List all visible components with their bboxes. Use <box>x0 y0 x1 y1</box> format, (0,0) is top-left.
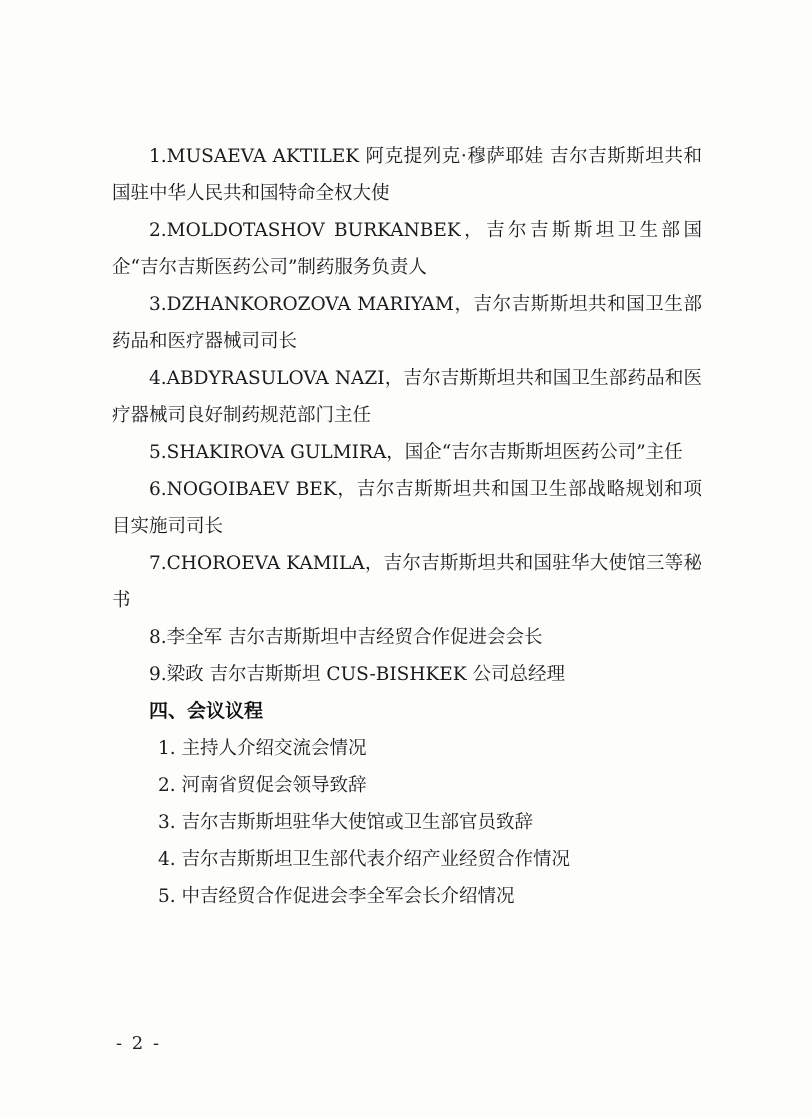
agenda-heading: 四、会议议程 <box>149 700 264 722</box>
participant-2: 2.MOLDOTASHOV BURKANBEK，吉尔吉斯斯坦卫生部国企“吉尔吉斯医药公司”制药服务负责人 <box>112 220 702 278</box>
agenda-item-4: 4. 吉尔吉斯斯坦卫生部代表介绍产业经贸合作情况 <box>158 849 571 870</box>
agenda-item-3: 3. 吉尔吉斯斯坦驻华大使馆或卫生部官员致辞 <box>158 812 534 833</box>
participant-1: 1.MUSAEVA AKTILEK 阿克提列克·穆萨耶娃 吉尔吉斯斯坦共和国驻中华人民共和国特命全权大使 <box>112 146 702 204</box>
participant-8: 8.李全军 吉尔吉斯斯坦中吉经贸合作促进会会长 <box>149 627 543 648</box>
agenda-item-1: 1. 主持人介绍交流会情况 <box>158 738 367 759</box>
participant-4: 4.ABDYRASULOVA NAZI，吉尔吉斯斯坦共和国卫生部药品和医疗器械司良好制药规范部门主任 <box>112 368 702 426</box>
document-body <box>112 138 702 915</box>
participant-7: 7.CHOROEVA KAMILA，吉尔吉斯斯坦共和国驻华大使馆三等秘书 <box>112 553 702 611</box>
agenda-item-2: 2. 河南省贸促会领导致辞 <box>158 775 367 796</box>
agenda-item-5: 5. 中吉经贸合作促进会李全军会长介绍情况 <box>158 886 515 907</box>
page-number: - 2 - <box>116 1033 162 1054</box>
participant-9: 9.梁政 吉尔吉斯斯坦 CUS-BISHKEK 公司总经理 <box>149 664 565 685</box>
participant-5: 5.SHAKIROVA GULMIRA，国企“吉尔吉斯斯坦医药公司”主任 <box>149 442 683 463</box>
participant-6: 6.NOGOIBAEV BEK，吉尔吉斯斯坦共和国卫生部战略规划和项目实施司司长 <box>112 479 702 537</box>
participant-3: 3.DZHANKOROZOVA MARIYAM，吉尔吉斯斯坦共和国卫生部药品和医疗器械司司长 <box>112 294 702 352</box>
